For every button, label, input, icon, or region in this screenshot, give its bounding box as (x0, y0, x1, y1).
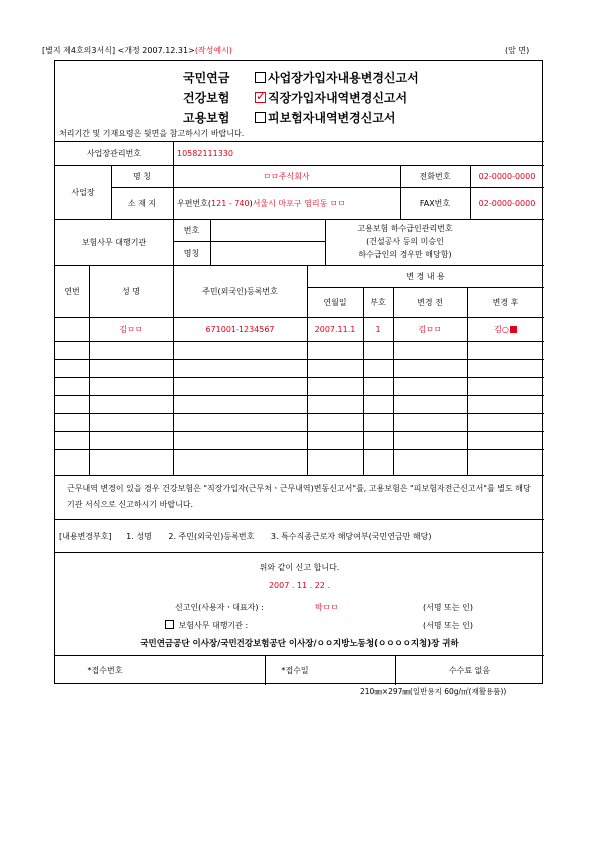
form-revision: <개정 2007.12.31> (117, 46, 195, 55)
title-health: 건강보험✓ 직장가입자내역변경신고서 (183, 89, 407, 106)
phone-label: 전화번호 (419, 171, 451, 181)
title-pension: 국민연금 사업장가입자내용변경신고서 (183, 71, 419, 85)
notice-text: 처리기간 및 기재요령은 뒷면을 참고하시기 바랍니다. (59, 129, 245, 138)
note-text: 근무내역 변경이 있을 경우 건강보험은 "직장가입자(근무처ㆍ근무내역)변동신고서"를, 고용보험은 "피보험자전근신고서"를 별도 해당기관 서식으로 신고하시기 바랍니다. (67, 484, 531, 509)
change-codes: [내용변경부호] 1. 성명 2. 주민(외국인)등록번호 3. 특수직종근로자 해당여부(국민연금만 해당) (59, 532, 432, 541)
workplace-name-label: 명 칭 (133, 171, 151, 181)
row-code[interactable]: 1 (375, 324, 381, 334)
phone-value[interactable]: 02-0000-0000 (478, 171, 536, 181)
row-after[interactable]: 김○ (467, 317, 544, 341)
address-value[interactable]: 우편번호( 121 - 740 ) 서울시 마포구 염리동 ㅁㅁ (177, 198, 346, 208)
signature-2: (서명 또는 인) (423, 621, 473, 630)
fax-label: FAX번호 (419, 198, 451, 208)
workplace-label: 사업장 (71, 187, 95, 197)
declaration-date[interactable]: 2007 . 11 . 22 . (268, 581, 331, 590)
subcontractor-label: 고용보험 하수급인관리번호 (건설공사 등의 미승인 하수급인의 경우만 해당함) (357, 224, 453, 259)
row-rrn[interactable]: 671001-1234567 (205, 324, 275, 334)
checkbox-employment[interactable] (255, 112, 266, 123)
agency-number-field[interactable] (210, 219, 325, 241)
fax-value[interactable]: 02-0000-0000 (478, 198, 536, 208)
header-before: 변경 전 (417, 297, 443, 307)
mgmt-no-value[interactable]: 10582111330 (177, 148, 233, 158)
header-name: 성 명 (122, 286, 140, 296)
agency-name-label: 명칭 (183, 248, 200, 258)
agency-label: 보험사무 대행기관 (81, 237, 147, 247)
agency-name-field[interactable] (210, 241, 325, 265)
checkbox-health[interactable] (255, 92, 266, 103)
statement: 위와 같이 신고 합니다. (259, 563, 340, 572)
row-date[interactable]: 2007.11.1 (314, 324, 356, 334)
form-number (42, 45, 232, 56)
header-seq: 연번 (64, 286, 80, 296)
receipt-date-label: *접수일 (281, 665, 309, 675)
row-seq[interactable] (55, 317, 89, 341)
header-code: 부호 (370, 297, 386, 307)
page-side: (앞 면) (505, 46, 530, 55)
checkbox-pension[interactable] (255, 72, 266, 83)
agent-line: 보험사무 대행기관 : (165, 620, 248, 631)
mgmt-no-label: 사업장관리번호 (86, 148, 142, 158)
checkbox-agent[interactable] (165, 620, 174, 629)
agency-number-label: 번호 (183, 225, 200, 235)
row-name[interactable]: 김ㅁㅁ (119, 324, 143, 334)
header-rrn: 주민(외국인)등록번호 (202, 286, 278, 296)
header-change-group: 변 경 내 용 (406, 271, 445, 281)
header-after: 변경 후 (492, 297, 519, 307)
reporter-label: 신고인(사용자ㆍ대표자) : (175, 603, 264, 612)
receipt-no-label: *접수번호 (87, 665, 123, 675)
header-date: 연월일 (323, 297, 347, 307)
row-before[interactable]: 김ㅁㅁ (418, 324, 442, 334)
reporter-name[interactable]: 박ㅁㅁ (315, 603, 339, 612)
paper-spec: 210㎜×297㎜(일반용지 60g/㎡(재활용품)) (360, 687, 507, 696)
report-form (54, 60, 543, 684)
addressee: 국민연금공단 이사장/국민건강보험공단 이사장/ㅇㅇ지방노동청(ㅇㅇㅇㅇ지청)장 귀하 (140, 639, 459, 649)
form-no: [별지 제4호의3서식] (42, 46, 116, 55)
title-employment: 고용보험 피보험자내역변경신고서 (183, 111, 396, 125)
address-label: 소 재 지 (127, 198, 157, 208)
signature-1: (서명 또는 인) (423, 603, 473, 612)
fee-label: 수수료 없음 (448, 665, 491, 675)
example-label: (작성예시) (194, 46, 232, 55)
workplace-name-value[interactable]: ㅁㅁ주식회사 (263, 171, 310, 181)
masked-square-icon (510, 326, 517, 333)
